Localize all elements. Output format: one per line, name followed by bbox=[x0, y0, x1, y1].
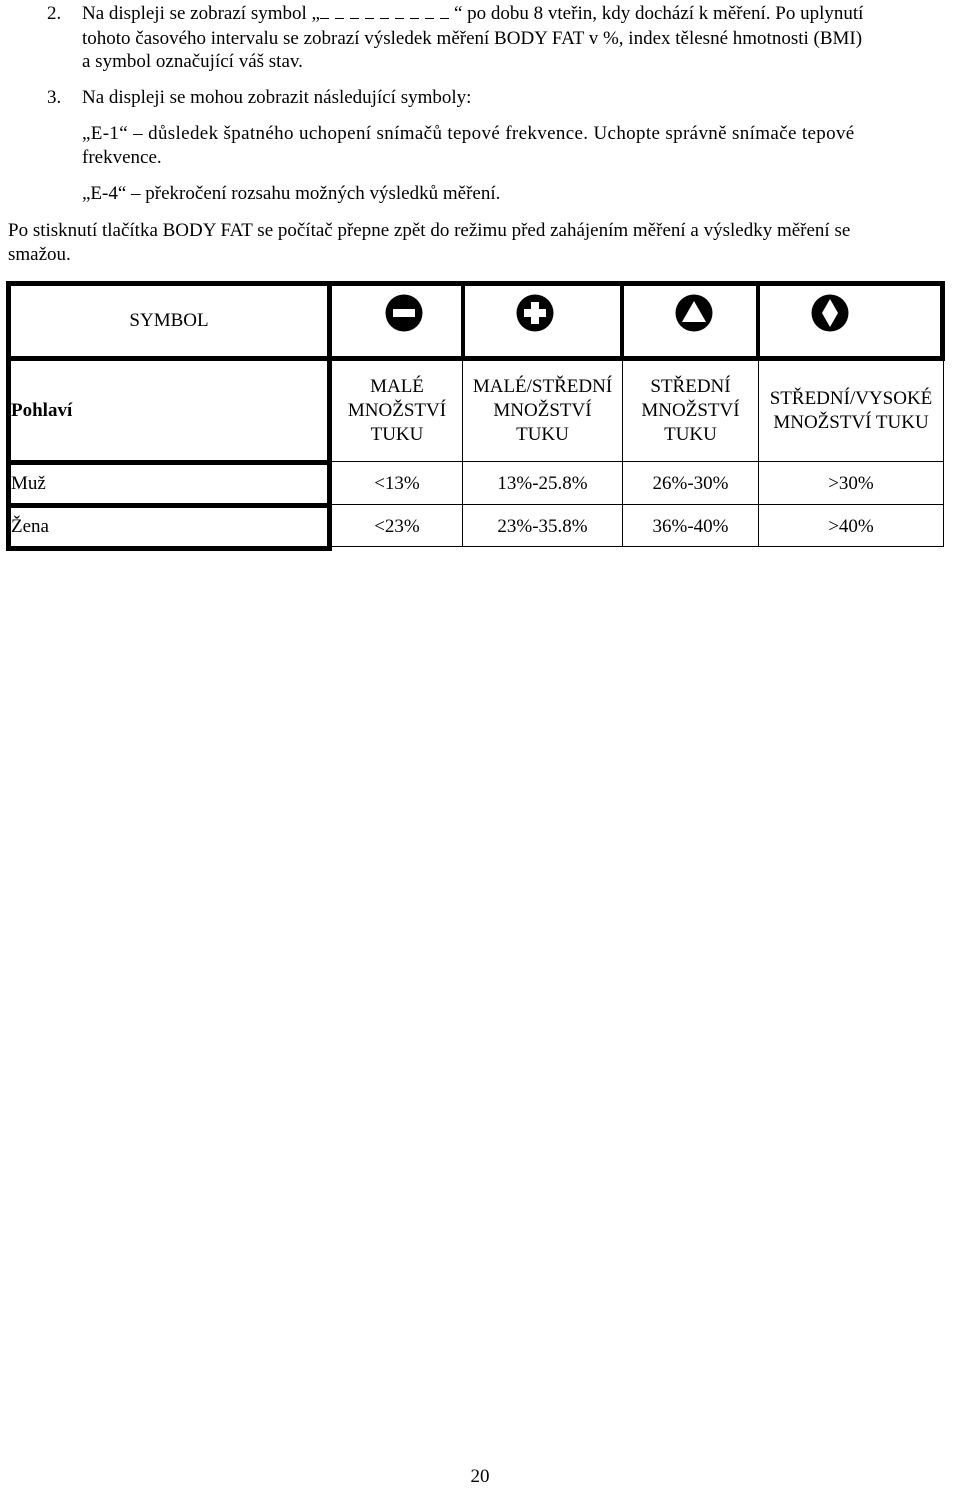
item-2-line-1-end: “ po dobu 8 vteřin, kdy dochází k měření. Po uplynutí bbox=[453, 3, 864, 24]
error-e4-text: „E-4“ – překročení rozsahu možných výsledků měření. bbox=[82, 183, 501, 204]
female-value-small-medium: 23%-35.8% bbox=[497, 516, 588, 537]
male-value-small-medium: 13%-25.8% bbox=[497, 473, 588, 494]
item-2-line-3: a symbol označující váš stav. bbox=[82, 51, 303, 72]
column-header-small-line-3: TUKU bbox=[370, 424, 424, 445]
grid-v-4 bbox=[943, 361, 944, 547]
triangle-circle-icon bbox=[675, 294, 713, 332]
column-header-medium-line-1: STŘEDNÍ bbox=[650, 376, 731, 397]
table-header-divider-3 bbox=[620, 281, 624, 361]
column-header-medium-high bbox=[759, 366, 943, 456]
item-2-line-2: tohoto časového intervalu se zobrazí výsledek měření BODY FAT v %, index tělesné hmotnosti (BMI) bbox=[82, 28, 863, 49]
grid-h-2 bbox=[332, 504, 944, 505]
male-value-small: <13% bbox=[374, 473, 420, 494]
symbol-header: SYMBOL bbox=[129, 310, 209, 331]
minus-circle-icon bbox=[385, 294, 423, 332]
column-header-medium-line-3: TUKU bbox=[664, 424, 717, 445]
table-border-right bbox=[940, 281, 945, 361]
row-label-male: Muž bbox=[11, 473, 46, 494]
column-header-small bbox=[332, 366, 462, 456]
column-header-small-medium-line-3: TUKU bbox=[516, 424, 569, 445]
column-header-medium bbox=[623, 366, 758, 456]
diamond-circle-icon bbox=[811, 294, 849, 332]
column-header-small-line-2: MNOŽSTVÍ bbox=[347, 400, 447, 421]
plus-circle-icon bbox=[516, 294, 554, 332]
item-3-number: 3. bbox=[47, 87, 62, 108]
column-header-medium-high-line-1: STŘEDNÍ/VYSOKÉ bbox=[769, 388, 933, 409]
page-number: 20 bbox=[470, 1466, 490, 1487]
table-header-divider-4 bbox=[756, 281, 760, 361]
placeholder-dashes bbox=[320, 5, 454, 19]
error-e1-line-1: „E-1“ – důsledek špatného uchopení snímačů tepové frekvence. Uchopte správně snímače tepové bbox=[82, 123, 855, 144]
table-header-divider-2 bbox=[461, 281, 465, 361]
grid-h-1 bbox=[332, 461, 944, 462]
item-2-line-1-start: Na displeji se zobrazí symbol „ bbox=[82, 3, 320, 24]
item-2-line-1 bbox=[82, 3, 956, 25]
column-header-medium-high-line-2: MNOŽSTVÍ TUKU bbox=[773, 412, 929, 433]
column-header-small-medium-line-1: MALÉ/STŘEDNÍ bbox=[472, 376, 613, 397]
column-header-medium-line-2: MNOŽSTVÍ bbox=[641, 400, 740, 421]
column-header-small-medium-line-2: MNOŽSTVÍ bbox=[493, 400, 592, 421]
column-header-small-medium bbox=[463, 366, 622, 456]
table-header-divider-1 bbox=[327, 281, 332, 361]
row-label-female: Žena bbox=[11, 516, 49, 537]
item-3-text: Na displeji se mohou zobrazit následující symboly: bbox=[82, 87, 472, 108]
grid-h-3 bbox=[332, 546, 944, 547]
female-value-medium: 36%-40% bbox=[652, 516, 729, 537]
gender-col-bottom bbox=[6, 546, 332, 551]
female-value-medium-high: >40% bbox=[828, 516, 874, 537]
gender-header: Pohlaví bbox=[11, 399, 73, 421]
male-value-medium-high: >30% bbox=[828, 473, 874, 494]
closing-line-2: smažou. bbox=[8, 244, 71, 265]
item-2-number: 2. bbox=[47, 3, 62, 24]
error-e1-line-2: frekvence. bbox=[82, 147, 162, 168]
female-value-small: <23% bbox=[374, 516, 420, 537]
column-header-small-line-1: MALÉ bbox=[370, 376, 424, 397]
closing-line-1: Po stisknutí tlačítka BODY FAT se počítač přepne zpět do režimu před zahájením měření a výsledky měření se bbox=[8, 220, 851, 241]
male-value-medium: 26%-30% bbox=[652, 473, 729, 494]
